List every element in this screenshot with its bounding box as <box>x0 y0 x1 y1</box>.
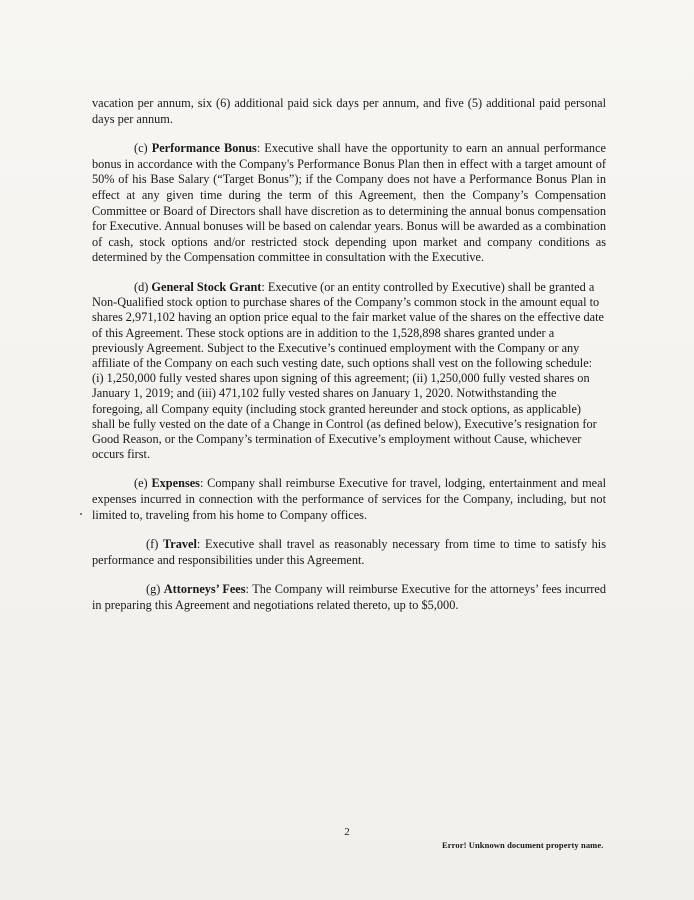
clause-heading: Expenses <box>151 476 200 491</box>
clause-heading: Performance Bonus <box>151 141 257 156</box>
paragraph-expenses <box>92 476 606 523</box>
document-body <box>92 96 606 628</box>
clause-prefix: (c) <box>134 141 152 156</box>
clause-prefix: (d) <box>134 279 152 294</box>
clause-text: : Executive shall have the opportunity to earn an annual performance bonus in accordance with the Company's Performance Bonus Plan then in effect with a target amount of 50% of his Base Salary (“Target Bonus”); if the Company does not have a Performance Bonus Plan in effect at any given time during the term of this Agreement, then the Company’s Compensation Committee or Board of Directors shall have discretion as to determining the annual bonus compensation for Executive. Annual bonuses will be based on calendar years. Bonus will be awarded as a combination of cash, stock options and/or restricted stock depending upon market and company conditions as determined by the Compensation committee in consultation with the Executive. <box>92 141 606 265</box>
clause-heading: Attorneys’ Fees <box>163 582 246 597</box>
clause-prefix: (e) <box>134 476 152 491</box>
paragraph-general-stock-grant <box>92 280 606 462</box>
footer-property-error: Error! Unknown document property name. <box>442 840 604 850</box>
paragraph-performance-bonus <box>92 141 606 266</box>
clause-text: : Company shall reimburse Executive for travel, lodging, entertainment and meal expenses incurred in connection with the performance of services for the Company, including, but not limited to, traveling from his home to Company offices. <box>92 476 606 522</box>
paragraph-travel <box>92 537 606 568</box>
page-number: 2 <box>344 826 350 838</box>
scan-speck <box>80 513 82 515</box>
clause-prefix: (f) <box>146 537 163 552</box>
paragraph-attorneys-fees <box>92 582 606 613</box>
clause-text: : Executive shall travel as reasonably necessary from time to time to satisfy his performance and responsibilities under this Agreement. <box>92 537 607 567</box>
clause-heading: General Stock Grant <box>151 279 262 294</box>
clause-text: : The Company will reimburse Executive for the attorneys’ fees incurred in preparing this Agreement and negotiations related thereto, up to $5,000. <box>92 582 606 612</box>
clause-heading: Travel <box>162 537 197 552</box>
paragraph-intro: vacation per annum, six (6) additional paid sick days per annum, and five (5) additional paid personal days per annum. <box>92 96 606 126</box>
clause-prefix: (g) <box>146 582 164 597</box>
clause-text: : Executive (or an entity controlled by Executive) shall be granted a Non-Qualified stock option to purchase shares of the Company’s common stock in the amount equal to shares 2,971,102 having an option price equal to the fair market value of the shares on the effective date of this Agreement. These stock options are in addition to the 1,528,898 shares granted under a previously Agreement. Subject to the Executive’s continued employment with the Company or any affiliate of the Company on each such vesting date, such options shall vest on the following schedule: (i) 1,250,000 fully vested shares upon signing of this agreement; (ii) 1,250,000 fully vested shares on January 1, 2019; and (iii) 471,102 fully vested shares on January 1, 2020. Notwithstanding the foregoing, all Company equity (including stock granted hereunder and stock options, as applicable) shall be fully vested on the date of a Change in Control (as defined below), Executive’s resignation for Good Reason, or the Company’s termination of Executive’s employment without Cause, whichever occurs first. <box>92 279 604 462</box>
